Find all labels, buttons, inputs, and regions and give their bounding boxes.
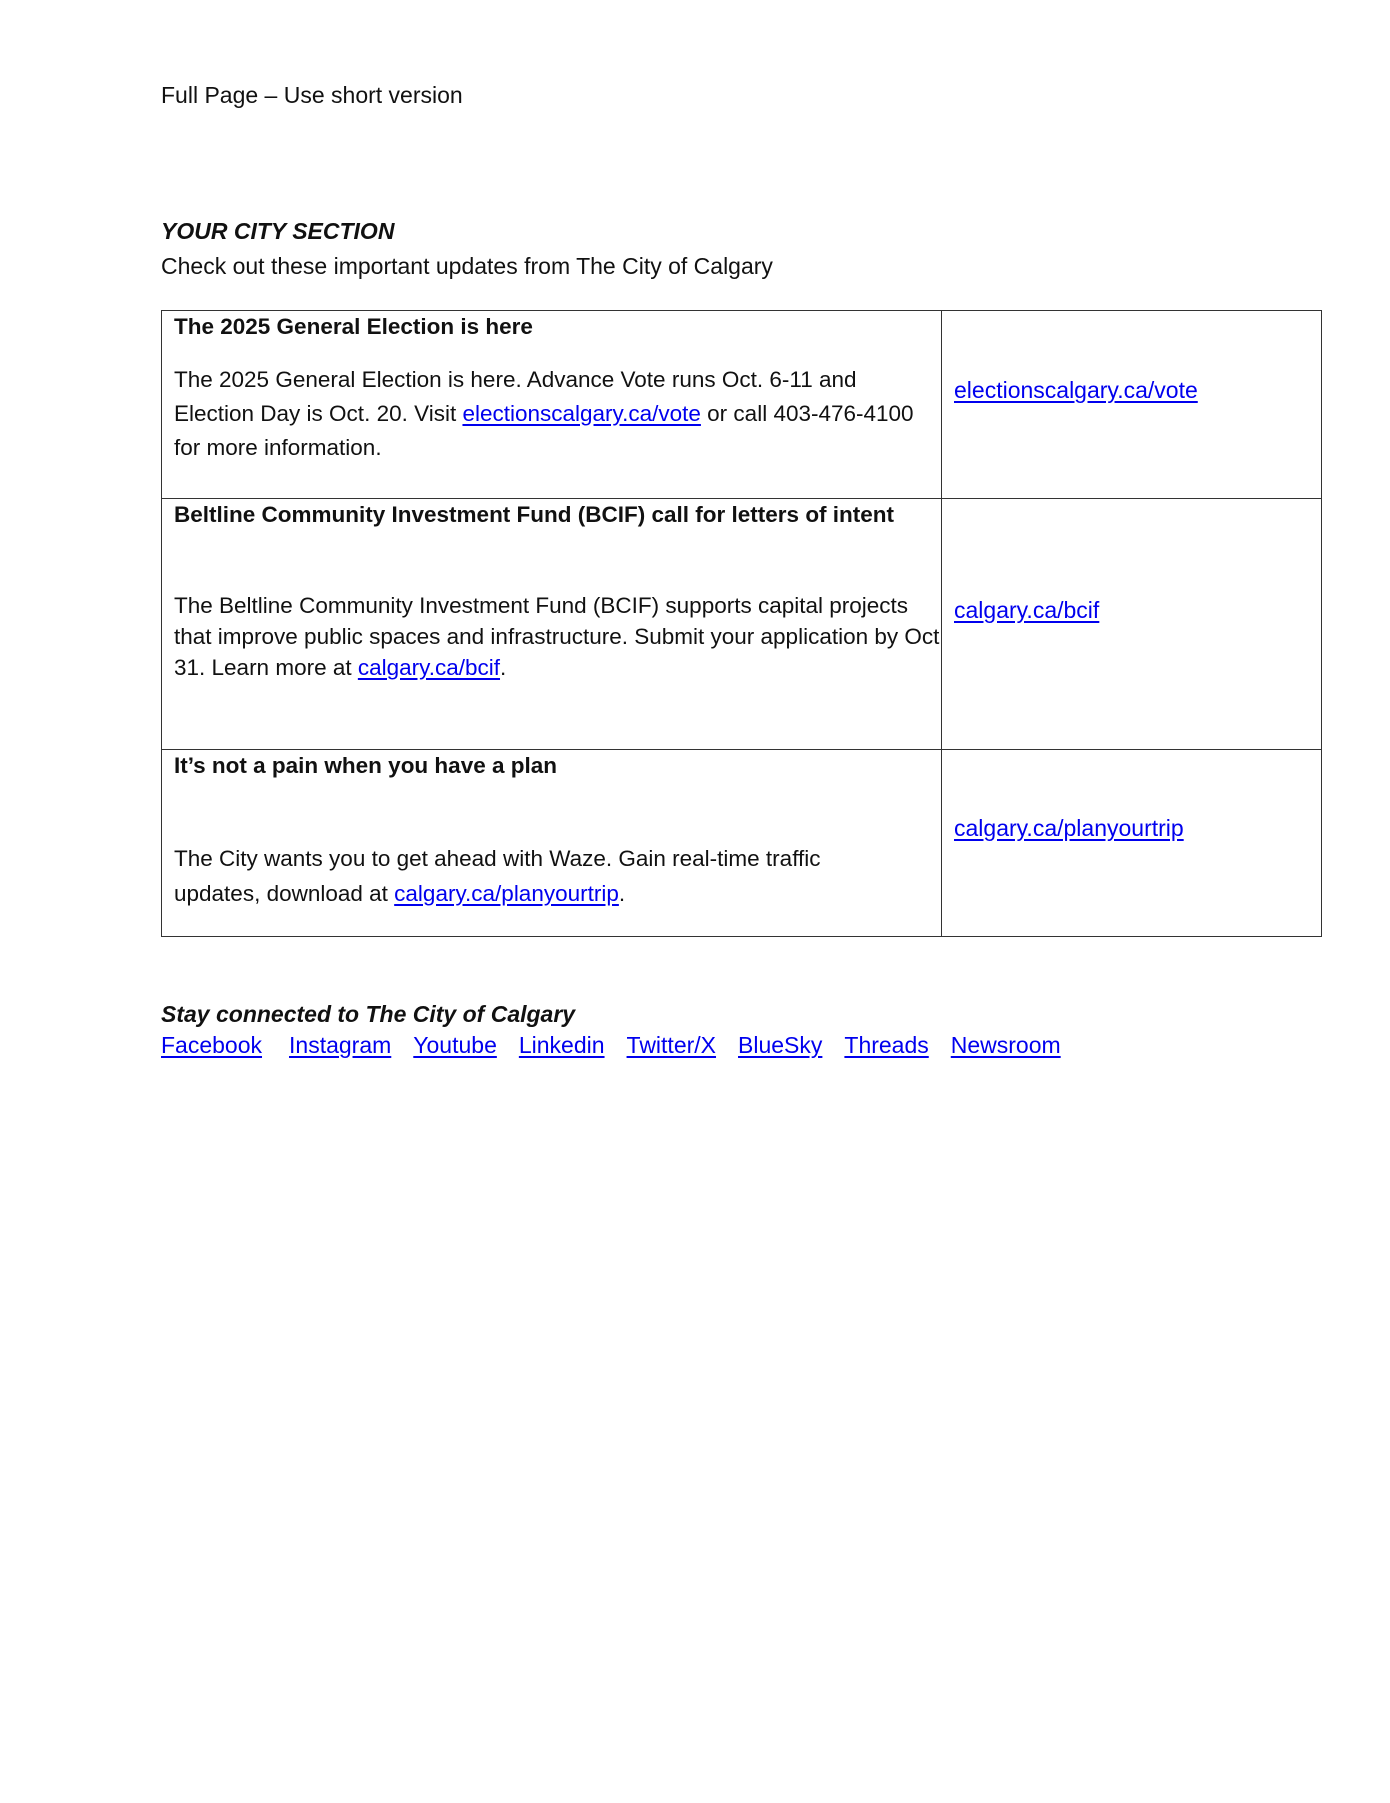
item-link-cell [942,311,1322,499]
social-link-linkedin[interactable]: Linkedin [518,1032,605,1058]
social-link-threads[interactable]: Threads [844,1032,929,1058]
item-body [174,590,944,683]
item-body-text-end: . [618,881,626,906]
item-side-link[interactable]: electionscalgary.ca/vote [954,377,1198,403]
item-link-cell [942,499,1322,750]
table-row [162,311,1322,499]
item-title: The 2025 General Election is here [174,314,533,339]
item-content-cell [162,311,942,499]
item-body-text-end: . [500,655,507,680]
social-link-bluesky[interactable]: BlueSky [738,1032,823,1058]
social-link-instagram[interactable]: Instagram [289,1032,392,1058]
item-body-link[interactable]: electionscalgary.ca/vote [462,401,701,426]
item-body [174,363,934,465]
item-body-link[interactable]: calgary.ca/bcif [357,655,501,680]
item-content-cell [162,499,942,750]
item-title: It’s not a pain when you have a plan [174,753,557,778]
section-subtitle: Check out these important updates from The City of Calgary [161,253,773,279]
item-side-link[interactable]: calgary.ca/planyourtrip [954,815,1184,841]
social-link-twitter-x[interactable]: Twitter/X [626,1032,717,1058]
item-content-cell [162,750,942,937]
stay-connected-title: Stay connected to The City of Calgary [161,1001,576,1027]
item-body-text: The City wants you to get ahead with Waze. Gain real-time traffic updates, download at [174,846,821,906]
table-row [162,750,1322,937]
item-link-cell [942,750,1322,937]
social-link-youtube[interactable]: Youtube [413,1032,497,1058]
social-links [161,1030,1061,1060]
table-row [162,499,1322,750]
header-note: Full Page – Use short version [161,82,463,108]
item-body-text: The Beltline Community Investment Fund (BCIF) supports capital projects that improve public spaces and infrastructure. Submit your application by Oct 31. Learn more at [174,593,940,680]
item-side-link[interactable]: calgary.ca/bcif [954,597,1100,623]
item-body-text-end: or call 403-476-4100 for more information. [174,401,914,460]
item-body-link[interactable]: calgary.ca/planyourtrip [394,881,619,906]
item-title: Beltline Community Investment Fund (BCIF) call for letters of intent [174,502,895,527]
social-link-newsroom[interactable]: Newsroom [950,1032,1061,1058]
item-body-text: The 2025 General Election is here. Advance Vote runs Oct. 6-11 and Election Day is Oct. 20. Visit [174,367,857,426]
social-link-facebook[interactable]: Facebook [161,1032,263,1058]
updates-table [161,310,1322,937]
item-body [174,841,874,911]
section-title: YOUR CITY SECTION [161,218,395,244]
